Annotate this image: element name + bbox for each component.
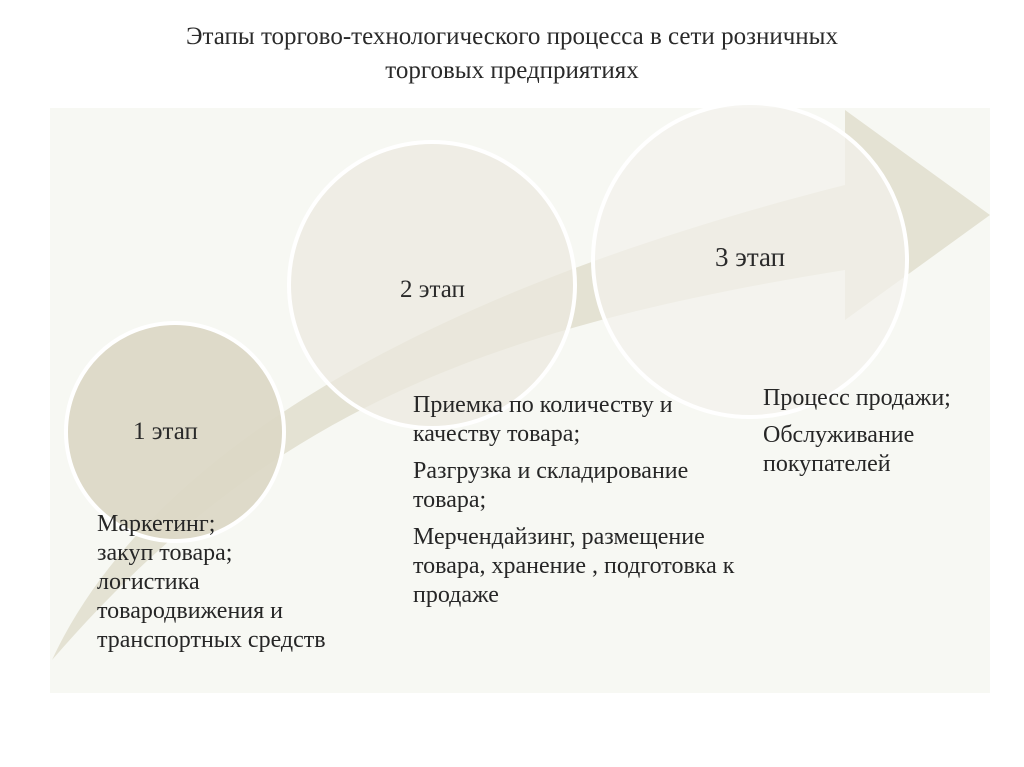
stage-2-item: Мерчендайзинг, размещение товара, хранение , подготовка к продаже bbox=[413, 524, 735, 608]
stage-3-description bbox=[763, 384, 953, 487]
stage-2-item: Разгрузка и складирование товара; bbox=[413, 458, 689, 513]
stage-1-item: закуп товара; bbox=[97, 540, 233, 566]
stage-2-description bbox=[413, 391, 748, 618]
title-line-1: Этапы торгово-технологического процесса в сети розничных bbox=[186, 23, 838, 50]
stage-1-item: товародвижения и bbox=[97, 598, 284, 624]
stage-1-label: 1 этап bbox=[133, 418, 198, 445]
stage-1-item: транспортных средств bbox=[97, 627, 326, 653]
title-line-2: торговых предприятиях bbox=[385, 57, 639, 84]
stage-2-item: Приемка по количеству и качеству товара; bbox=[413, 392, 673, 447]
stage-3-label: 3 этап bbox=[715, 242, 786, 272]
stage-1-item: логистика bbox=[97, 569, 200, 595]
stage-3-item: Процесс продажи; bbox=[763, 385, 951, 411]
stage-1-item: Маркетинг; bbox=[97, 511, 216, 537]
stage-3-item: Обслуживание покупателей bbox=[763, 422, 915, 477]
stage-2-label: 2 этап bbox=[400, 276, 465, 303]
stage-1-description bbox=[97, 510, 397, 655]
